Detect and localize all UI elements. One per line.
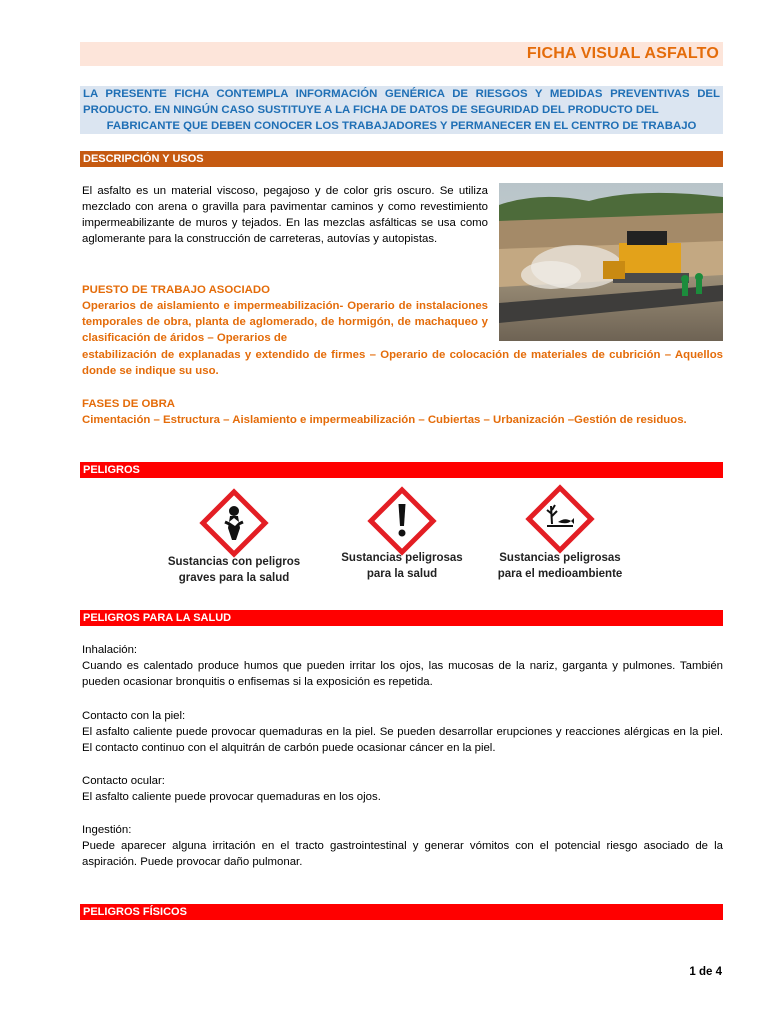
paving-photo (499, 183, 723, 341)
hazard-health-severe (164, 488, 304, 586)
hazard-label-line2: para la salud (366, 568, 438, 580)
section-heading: DESCRIPCIÓN Y USOS (83, 153, 204, 165)
health-hazard-icon (199, 488, 269, 558)
hazard-health (332, 486, 472, 582)
exclamation-icon (367, 486, 437, 556)
salud-ingestion (82, 822, 723, 870)
puesto-heading: PUESTO DE TRABAJO ASOCIADO (82, 284, 270, 296)
section-heading: PELIGROS PARA LA SALUD (83, 612, 232, 624)
intro-disclaimer (80, 86, 723, 134)
hazard-environment (490, 484, 630, 582)
hazard-label-line2: graves para la salud (178, 572, 290, 584)
intro-line-3: FABRICANTE QUE DEBEN CONOCER LOS TRABAJADORES Y PERMANECER EN EL CENTRO DE TRABAJO (106, 120, 697, 132)
environment-hazard-icon (525, 484, 595, 554)
descripcion-paragraph: El asfalto es un material viscoso, pegajoso y de color gris oscuro. Se utiliza mezclado con arena o gravilla para pavimentar caminos y como revestimiento impermeabilizante de muros y tejados. En las mezclas asfálticas se usa como aglomerante para la construcción de carreteras, autovías y autopistas. (82, 185, 488, 245)
section-heading: PELIGROS FÍSICOS (83, 906, 187, 918)
piel-heading: Contacto con la piel: (82, 710, 186, 722)
puesto-block (82, 282, 488, 346)
fases-body: Cimentación – Estructura – Aislamiento e impermeabilización – Cubiertas – Urbanización –Gestión de residuos. (82, 414, 687, 426)
hazard-label-line1: Sustancias peligrosas (341, 552, 463, 564)
puesto-body-b: estabilización de explanadas y extendido de firmes – Operario de colocación de materiales de cubrición – Aquellos donde se indique su uso. (82, 349, 723, 377)
descripcion-body (82, 183, 488, 247)
ocular-heading: Contacto ocular: (82, 775, 165, 787)
salud-inhalacion (82, 642, 723, 690)
intro-line-1: LA PRESENTE FICHA CONTEMPLA INFORMACIÓN GENÉRICA DE RIESGOS Y MEDIDAS PREVENTIVAS DEL (83, 88, 720, 100)
hazard-label-line2: para el medioambiente (497, 568, 623, 580)
section-descripcion (80, 151, 723, 167)
puesto-body-a: Operarios de aislamiento e impermeabilización- Operario de instalaciones temporales de obra, planta de aglomerado, de hormigón, de machaqueo y clasificación de áridos – Operarios de (82, 300, 488, 344)
inhalacion-body: Cuando es calentado produce humos que pueden irritar los ojos, las mucosas de la nariz, garganta y pulmones. También pueden ocasionar bronquitis o enfisemas si la exposición es repetida. (82, 660, 723, 688)
intro-line-2: PRODUCTO. EN NINGÚN CASO SUSTITUYE A LA FICHA DE DATOS DE SEGURIDAD DEL PRODUCTO DEL (83, 104, 659, 116)
salud-ocular (82, 773, 723, 805)
page-number: 1 de 4 (689, 966, 722, 978)
fases-block (82, 396, 723, 428)
piel-body: El asfalto caliente puede provocar quemaduras en la piel. Se pueden desarrollar erupciones y reacciones alérgicas en la piel. El contacto continuo con el alquitrán de carbón puede ocasionar cáncer en la piel. (82, 726, 723, 754)
hazard-label-line1: Sustancias peligrosas (499, 552, 621, 564)
inhalacion-heading: Inhalación: (82, 644, 138, 656)
page-title: FICHA VISUAL ASFALTO (526, 45, 719, 62)
section-peligros (80, 462, 723, 478)
ingestion-heading: Ingestión: (82, 824, 132, 836)
section-fisicos (80, 904, 723, 920)
salud-piel (82, 708, 723, 756)
paving-machine-image (499, 183, 723, 341)
ocular-body: El asfalto caliente puede provocar quemaduras en los ojos. (82, 791, 381, 803)
title-bar (80, 42, 723, 66)
section-salud (80, 610, 723, 626)
ingestion-body: Puede aparecer alguna irritación en el tracto gastrointestinal y generar vómitos con el potencial riesgo asociado de la aspiración. Puede provocar daño pulmonar. (82, 840, 723, 868)
hazard-label-line1: Sustancias con peligros (167, 556, 301, 568)
fases-heading: FASES DE OBRA (82, 398, 176, 410)
section-heading: PELIGROS (83, 464, 140, 476)
